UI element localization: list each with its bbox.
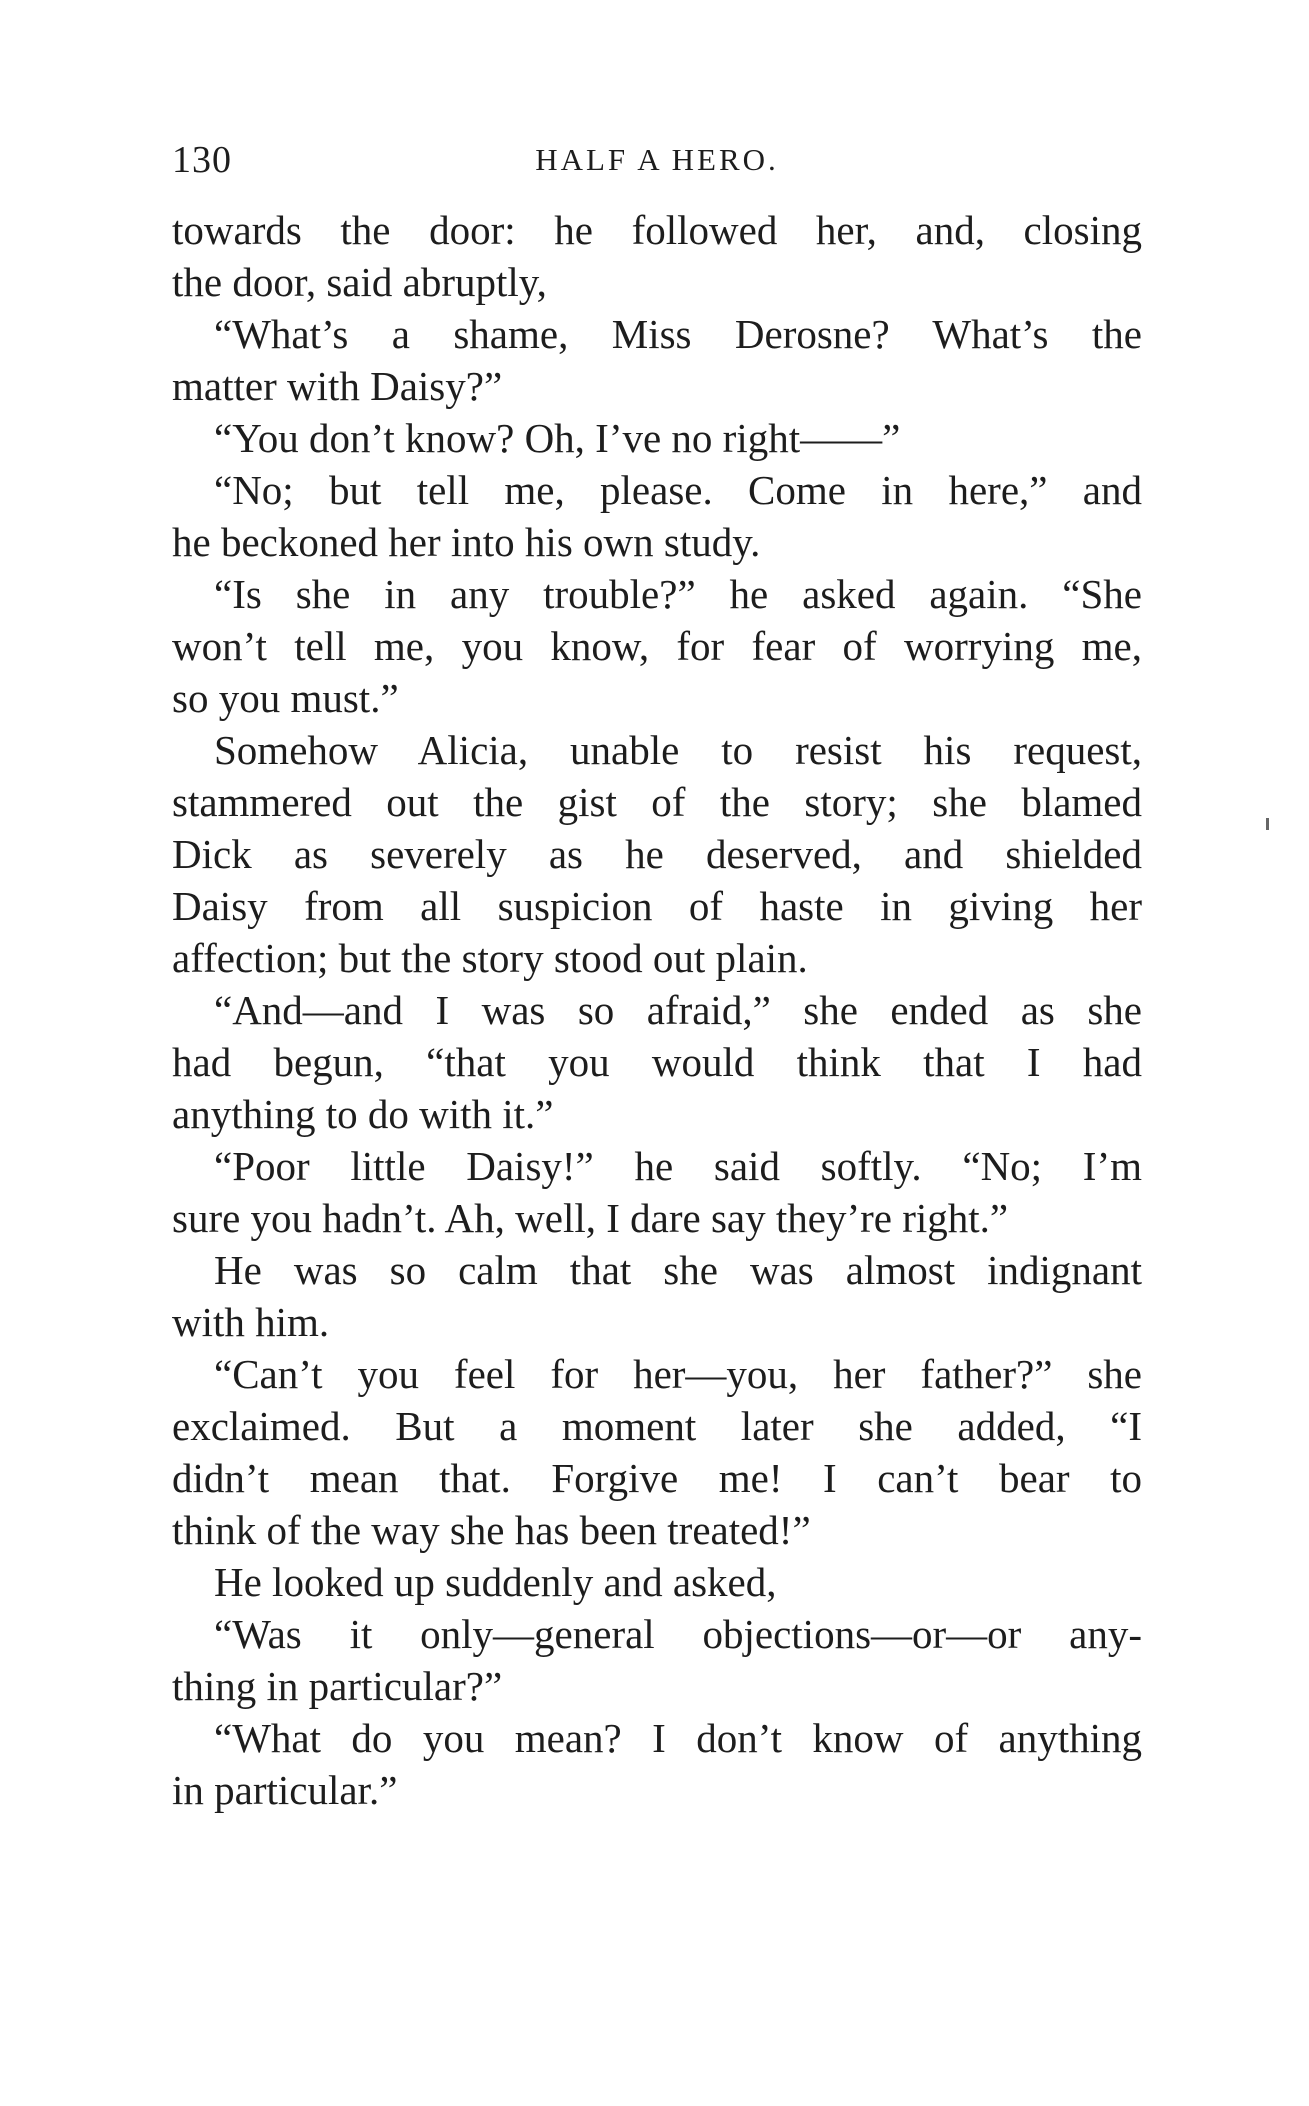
text-line: exclaimed. But a moment later she added, “I bbox=[172, 1403, 1142, 1449]
text-line: sure you hadn’t. Ah, well, I dare say they’re right.” bbox=[172, 1195, 1009, 1241]
text-line: thing in particular?” bbox=[172, 1663, 503, 1709]
page-header bbox=[172, 138, 1142, 186]
margin-mark bbox=[1266, 818, 1269, 830]
text-line: “What’s a shame, Miss Derosne? What’s the bbox=[214, 311, 1142, 357]
text-line: “Was it only—general objections—or—or any- bbox=[214, 1611, 1142, 1657]
text-line: “Poor little Daisy!” he said softly. “No; I’m bbox=[214, 1143, 1142, 1189]
text-line: so you must.” bbox=[172, 675, 399, 721]
text-line: he beckoned her into his own study. bbox=[172, 519, 761, 565]
text-line: “Can’t you feel for her—you, her father?” she bbox=[214, 1351, 1142, 1397]
text-line: Dick as severely as he deserved, and shielded bbox=[172, 831, 1142, 877]
text-line: “Is she in any trouble?” he asked again. “She bbox=[214, 571, 1142, 617]
text-line: won’t tell me, you know, for fear of worrying me, bbox=[172, 623, 1142, 669]
body-text bbox=[172, 204, 1142, 1816]
text-line: with him. bbox=[172, 1299, 330, 1345]
text-line: Somehow Alicia, unable to resist his request, bbox=[214, 727, 1142, 773]
text-line: affection; but the story stood out plain. bbox=[172, 935, 808, 981]
text-line: matter with Daisy?” bbox=[172, 363, 503, 409]
text-line: “No; but tell me, please. Come in here,” and bbox=[214, 467, 1142, 513]
book-page bbox=[172, 138, 1142, 1816]
text-line: towards the door: he followed her, and, closing bbox=[172, 207, 1142, 253]
text-line: “And—and I was so afraid,” she ended as she bbox=[214, 987, 1142, 1033]
text-line: He was so calm that she was almost indignant bbox=[214, 1247, 1142, 1293]
text-line: Daisy from all suspicion of haste in giving her bbox=[172, 883, 1142, 929]
text-line: stammered out the gist of the story; she blamed bbox=[172, 779, 1142, 825]
text-line: “What do you mean? I don’t know of anything bbox=[214, 1715, 1142, 1761]
page-number: 130 bbox=[172, 139, 232, 181]
text-line: in particular.” bbox=[172, 1767, 398, 1813]
text-line: didn’t mean that. Forgive me! I can’t bear to bbox=[172, 1455, 1142, 1501]
running-title: HALF A HERO. bbox=[535, 142, 779, 177]
text-line: He looked up suddenly and asked, bbox=[214, 1559, 777, 1605]
text-line: think of the way she has been treated!” bbox=[172, 1507, 811, 1553]
text-line: “You don’t know? Oh, I’ve no right——” bbox=[214, 415, 901, 461]
text-line: anything to do with it.” bbox=[172, 1091, 554, 1137]
text-line: had begun, “that you would think that I had bbox=[172, 1039, 1142, 1085]
text-line: the door, said abruptly, bbox=[172, 259, 547, 305]
